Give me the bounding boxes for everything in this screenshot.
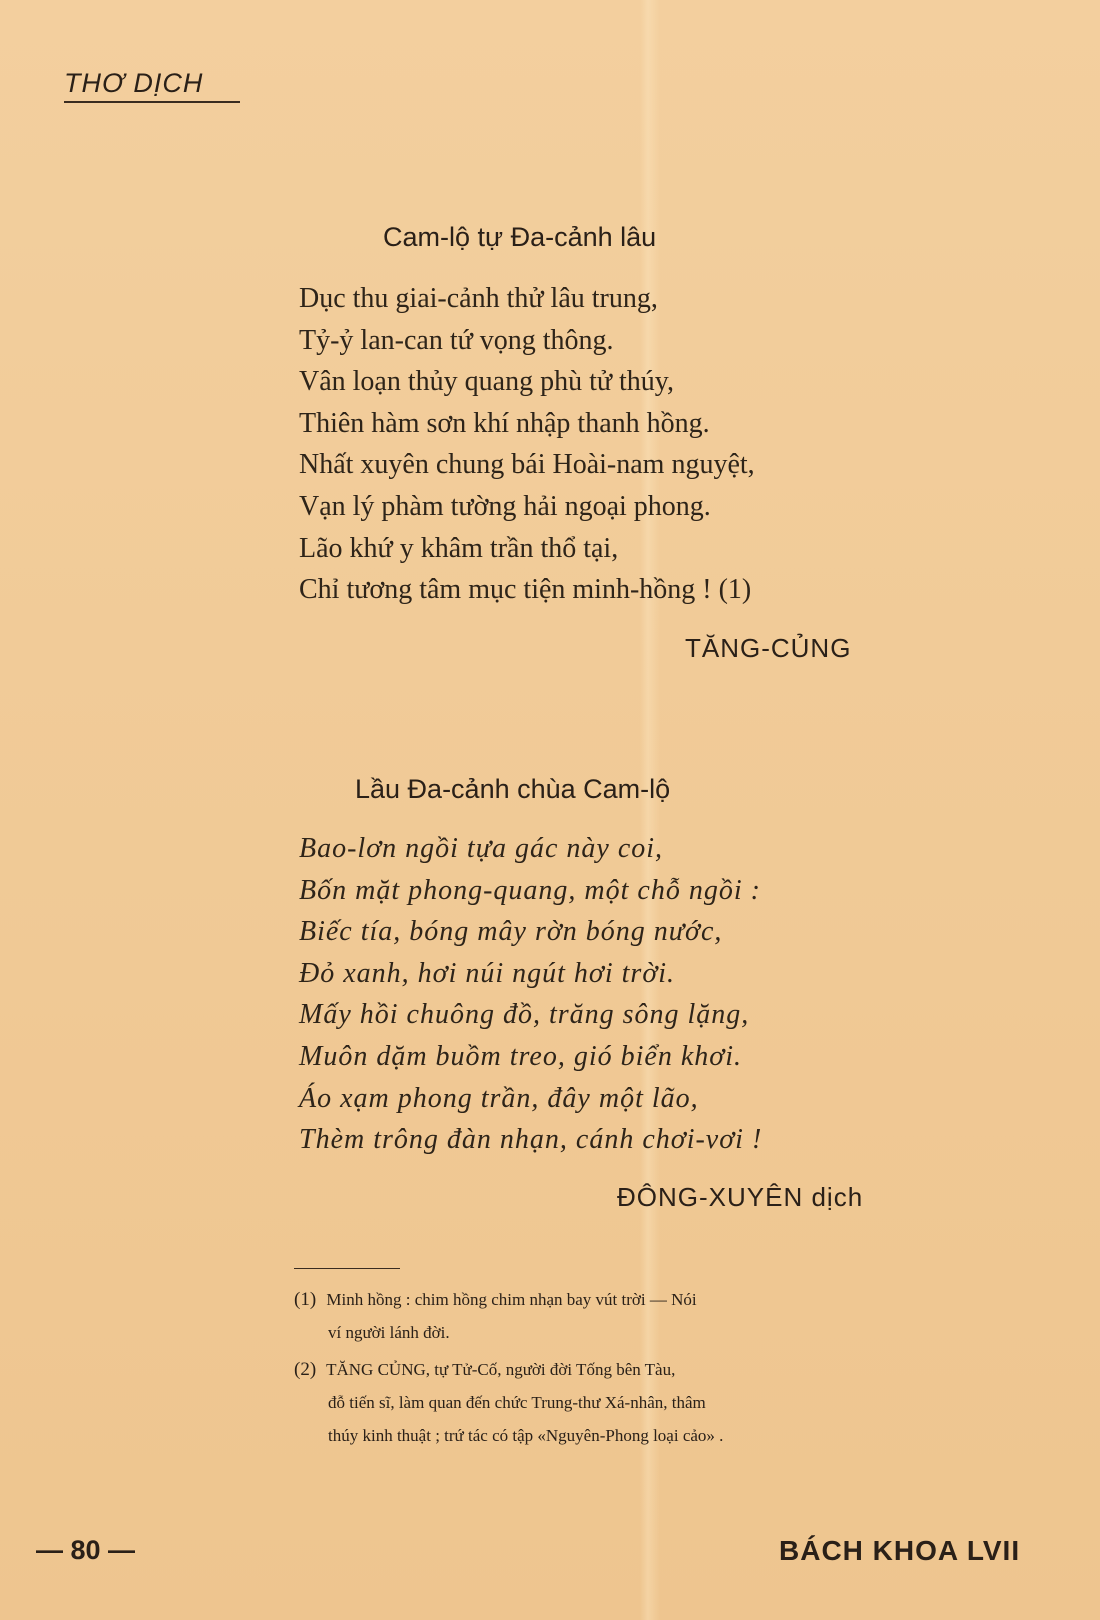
poem-1-author: TĂNG-CỦNG [685, 633, 852, 663]
footnote-text: đỗ tiến sĩ, làm quan đến chức Trung-thư Xá-nhân, thâm [328, 1393, 706, 1412]
poem-1-line: Dục thu giai-cảnh thử lâu trung, [299, 283, 658, 314]
footnote-text: Minh hồng : chim hồng chim nhạn bay vút trời — Nói [326, 1290, 697, 1309]
footnote-1 [294, 1283, 904, 1349]
poem-1-title: Cam-lộ tự Đa-cảnh lâu [383, 222, 657, 252]
poem-2-line: Bốn mặt phong-quang, một chỗ ngồi : [299, 874, 761, 906]
poem-2-line: Muôn dặm buồm treo, gió biển khơi. [299, 1040, 742, 1072]
poem-2-line: Đỏ xanh, hơi núi ngút hơi trời. [299, 957, 676, 989]
magazine-name: BÁCH KHOA LVII [779, 1535, 1021, 1566]
poem-1-line: Vân loạn thủy quang phù tử thúy, [299, 366, 674, 398]
poem-2-title: Lầu Đa-cảnh chùa Cam-lộ [355, 774, 671, 804]
footnote-2 [294, 1353, 904, 1452]
poem-2-line: Mấy hồi chuông đồ, trăng sông lặng, [299, 999, 750, 1031]
footnote-number: (1) [294, 1289, 317, 1310]
section-label: THƠ DỊCH [64, 68, 240, 103]
poem-1-line: Thiên hàm sơn khí nhập thanh hồng. [299, 407, 710, 439]
page-number: — 80 — [36, 1535, 136, 1565]
footnote-text: thúy kinh thuật ; trứ tác có tập «Nguyên-Phong loại cảo» . [328, 1426, 724, 1445]
footnote-number: (2) [294, 1359, 317, 1380]
poem-1-line: Chỉ tương tâm mục tiện minh-hồng ! (1) [299, 574, 752, 606]
footnote-text: ví người lánh đời. [328, 1323, 450, 1342]
poem-1-line: Vạn lý phàm tường hải ngoại phong. [299, 490, 711, 522]
poem-1-line: Nhất xuyên chung bái Hoài-nam nguyệt, [299, 449, 755, 481]
footnotes [294, 1283, 904, 1456]
poem-2-line: Áo xạm phong trần, đây một lão, [299, 1082, 699, 1114]
footnote-divider [294, 1268, 400, 1269]
footnote-text: TĂNG CỦNG, tự Tử-Cố, người đời Tống bên Tàu, [326, 1360, 676, 1379]
poem-2-line: Bao-lơn ngồi tựa gác này coi, [299, 833, 664, 864]
poem-1-verses [299, 278, 755, 611]
poem-2-line: Biếc tía, bóng mây rờn bóng nước, [299, 916, 723, 948]
poem-1-line: Lão khứ y khâm trần thổ tại, [299, 532, 619, 564]
poem-2-translator: ĐÔNG-XUYÊN dịch [617, 1182, 864, 1212]
poem-2-line: Thèm trông đàn nhạn, cánh chơi-vơi ! [299, 1124, 763, 1156]
poem-2-verses [299, 828, 762, 1161]
poem-1-line: Tỷ-ỷ lan-can tứ vọng thông. [299, 324, 614, 356]
